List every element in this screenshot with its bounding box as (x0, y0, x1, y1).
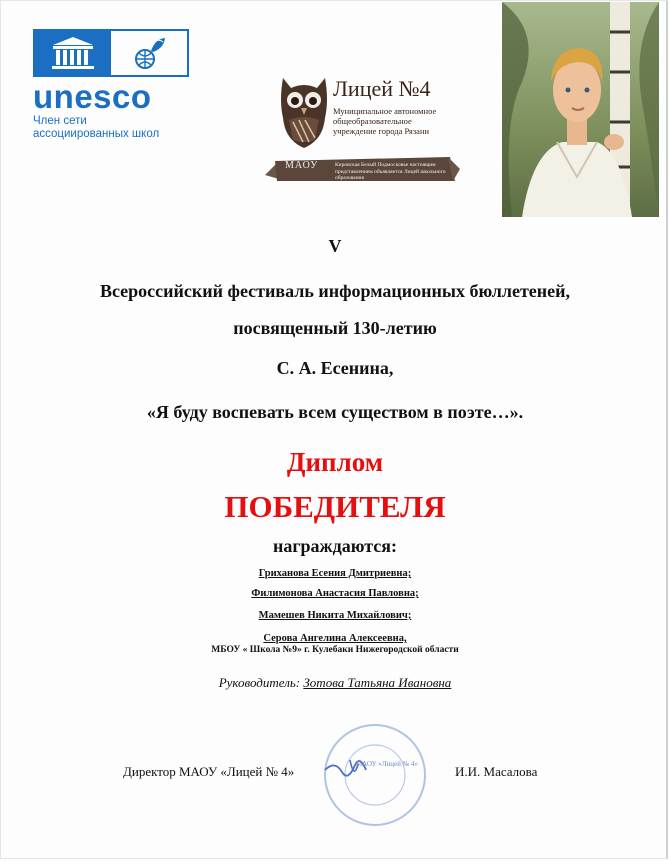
official-stamp (320, 720, 430, 830)
ribbon-label: МАОУ (285, 160, 319, 171)
leader-label: Руководитель: (218, 675, 301, 690)
winner-4: Серова Ангелина Алексеевна, (263, 633, 407, 644)
owl-icon (275, 70, 333, 165)
festival-title-line2: посвященный 130-летию (233, 318, 437, 338)
unesco-logo (33, 29, 189, 141)
director-name: И.И. Масалова (455, 764, 538, 779)
festival-title-line1: Всероссийский фестиваль информационных бюллетеней, (99, 281, 571, 301)
leader-line (0, 675, 670, 691)
unesco-subtitle-1: Член сети (33, 115, 87, 127)
winner-3: Мамешев Никита Михайлович; (258, 610, 412, 621)
lyceum-logo (265, 70, 460, 195)
temple-icon (35, 31, 111, 75)
leaf-globe-icon (111, 31, 187, 75)
yesenin-portrait (502, 2, 659, 217)
unesco-subtitle-2: ассоциированных школ (33, 128, 160, 140)
unesco-emblem (33, 29, 189, 77)
stamp-text: МАОУ «Лицей № 4» (355, 760, 419, 768)
roman-numeral: V (328, 236, 342, 256)
lyceum-title: Лицей №4 (333, 76, 431, 101)
ribbon-text: Кировская Белый Подмосковье настоящим представлением объявляется Лицей школьного образования (335, 162, 446, 181)
leader-name: Зотова Татьяна Ивановна (303, 675, 452, 690)
unesco-wordmark: unesco (33, 78, 152, 115)
lyceum-description: Муниципальное автономное общеобразовательное учреждение города Рязани (333, 106, 437, 136)
diploma-type: ПОБЕДИТЕЛЯ (224, 489, 446, 524)
winner-1: Гриханова Есения Дмитриевна; (258, 568, 412, 579)
director-label: Директор МАОУ «Лицей № 4» (123, 764, 295, 779)
school-name: МБОУ « Школа №9» г. Кулебаки Нижегородской области (211, 645, 459, 655)
diploma-word: Диплом (286, 447, 384, 477)
awarded-label: награждаются: (272, 536, 397, 556)
winner-2: Филимонова Анастасия Павловна; (251, 588, 419, 599)
festival-title-line3: С. А. Есенина, (276, 358, 394, 378)
festival-title-line4: «Я буду воспевать всем существом в поэте…». (146, 402, 524, 422)
